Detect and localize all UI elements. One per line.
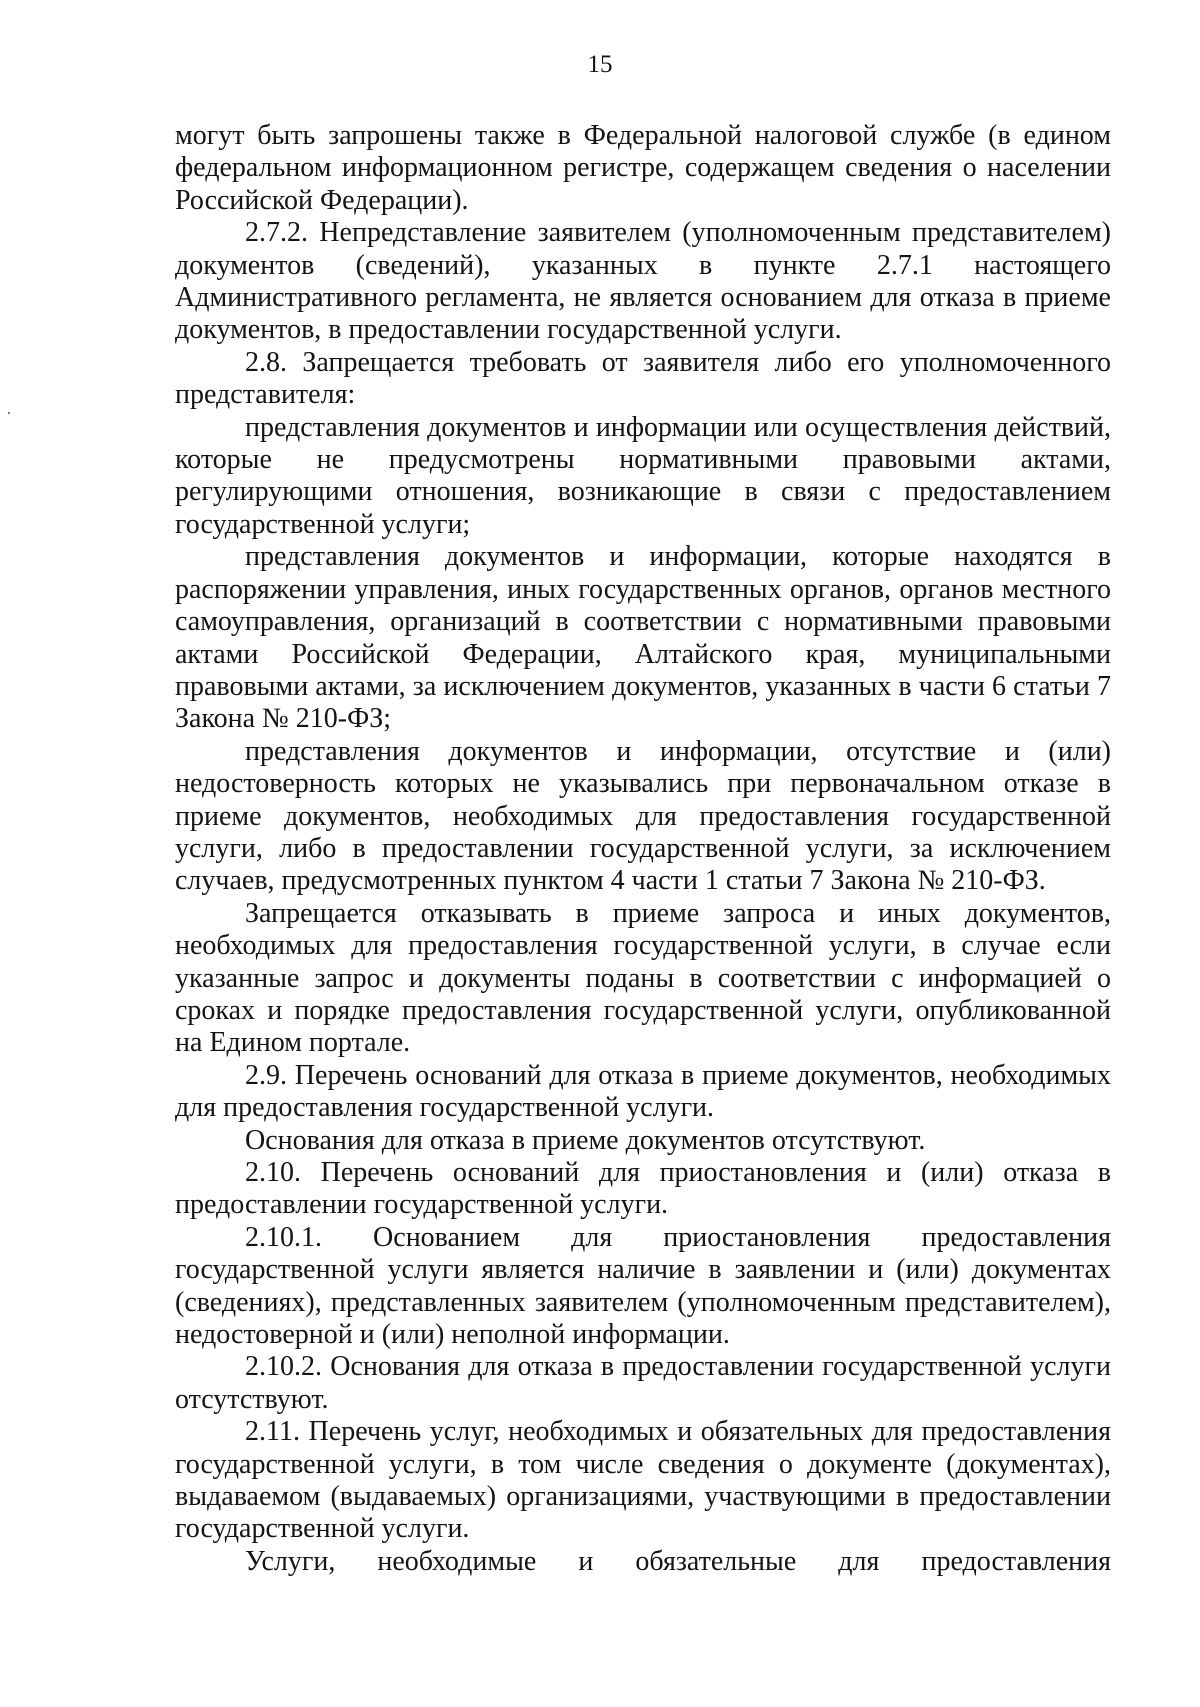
page-number: 15 <box>587 51 613 78</box>
paragraph-services-continued: Услуги, необходимые и обязательные для предоставления <box>245 1545 1111 1577</box>
paragraph-refusal-prohibition: Запрещается отказывать в приеме запроса и иных документов, необходимых для предоставления государственной услуги, в случае если указанные запрос и документы поданы в соответствии с информацией о сроках и порядке предоставления государственной услуги, опубликованной на Едином портале. <box>175 897 1111 1059</box>
paragraph-2-11: 2.11. Перечень услуг, необходимых и обязательных для предоставления государственной услуги, в том числе сведения о документе (документах), выдаваемом (выдаваемых) организациями, участвующими в предоставлении государственной услуги. <box>175 1416 1111 1545</box>
paragraph-2-8-item-3: представления документов и информации, отсутствие и (или) недостоверность которых не указывались при первоначальном отказе в приеме документов, необходимых для предоставления государственной услуги, либо в предоставлении государственной услуги, за исключением случаев, предусмотренных пунктом 4 части 1 статьи 7 Закона № 210-ФЗ. <box>175 735 1111 897</box>
paragraph-2-8-item-1: представления документов и информации или осуществления действий, которые не предусмотрены нормативными правовыми актами, регулирующими отношения, возникающие в связи с предоставлением государственной услуги; <box>175 411 1111 540</box>
paragraph-2-8: 2.8. Запрещается требовать от заявителя либо его уполномоченного представителя: <box>175 346 1111 411</box>
paragraph-2-10: 2.10. Перечень оснований для приостановления и (или) отказа в предоставлении государственной услуги. <box>175 1157 1111 1221</box>
paragraph-2-10-2: 2.10.2. Основания для отказа в предоставлении государственной услуги отсутствуют. <box>175 1351 1111 1415</box>
paragraph-2-10-1: 2.10.1. Основанием для приостановления предоставления государственной услуги является наличие в заявлении и (или) документах (сведениях), представленных заявителем (уполномоченным представителем), недостоверной и (или) неполной информации. <box>175 1221 1111 1351</box>
document-body <box>175 120 1111 1578</box>
paragraph-2-9-grounds: Основания для отказа в приеме документов отсутствуют. <box>245 1124 926 1156</box>
paragraph-2-8-item-2: представления документов и информации, которые находятся в распоряжении управления, иных государственных органов, органов местного самоуправления, организаций в соответствии с нормативными правовыми актами Российской Федерации, Алтайского края, муниципальными правовыми актами, за исключением документов, указанных в части 6 статьи 7 Закона № 210-ФЗ; <box>175 541 1111 735</box>
scan-speck <box>8 412 10 414</box>
paragraph-continuation: могут быть запрошены также в Федеральной налоговой службе (в едином федеральном информационном регистре, содержащем сведения о населении Российской Федерации). <box>175 120 1111 216</box>
paragraph-2-7-2: 2.7.2. Непредставление заявителем (уполномоченным представителем) документов (сведений), указанных в пункте 2.7.1 настоящего Административного регламента, не является основанием для отказа в приеме документов, в предоставлении государственной услуги. <box>175 217 1111 346</box>
paragraph-2-9: 2.9. Перечень оснований для отказа в приеме документов, необходимых для предоставления государственной услуги. <box>175 1059 1111 1124</box>
